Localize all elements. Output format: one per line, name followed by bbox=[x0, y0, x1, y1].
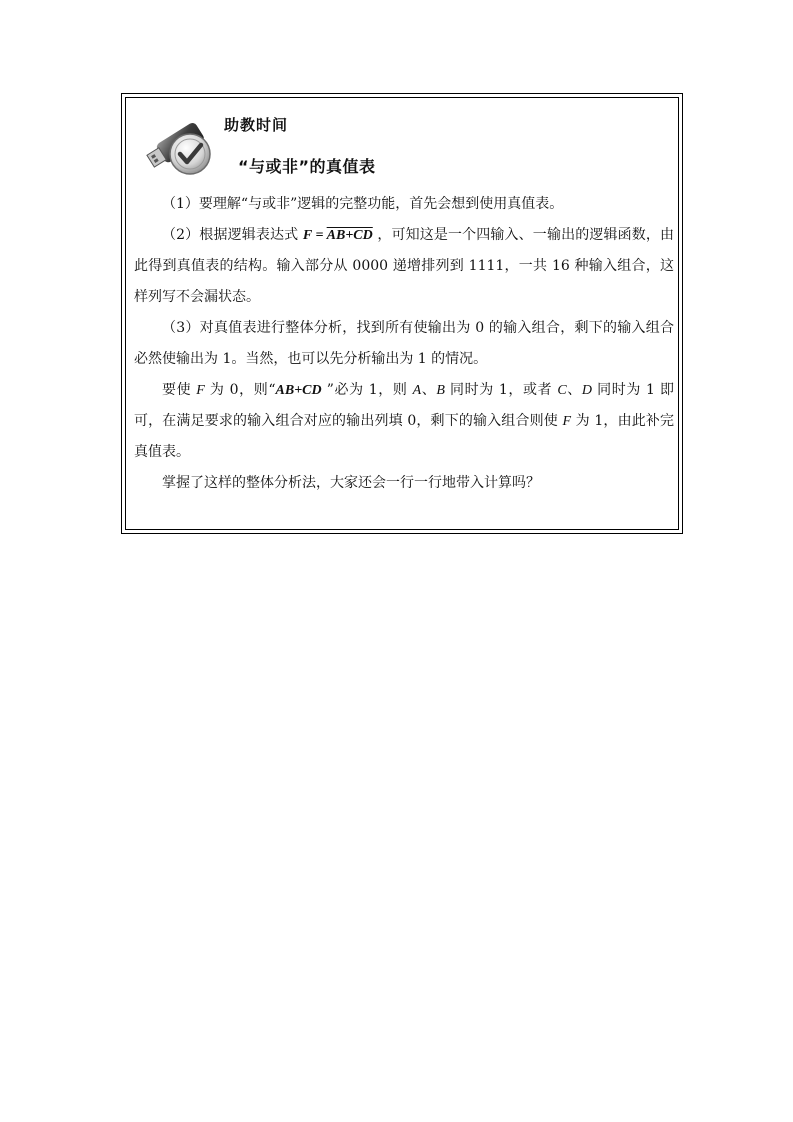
p4-text: ”必为 1，则 bbox=[321, 382, 413, 398]
formula-equals: = bbox=[311, 228, 327, 243]
var-b: B bbox=[436, 383, 445, 398]
logic-expression bbox=[303, 228, 373, 243]
paragraph-4 bbox=[134, 375, 674, 468]
p4-text: 为 0，则“ bbox=[204, 382, 276, 398]
var-f: F bbox=[196, 383, 205, 398]
paragraph-5: 掌握了这样的整体分析法，大家还会一行一行地带入计算吗？ bbox=[162, 475, 540, 491]
p4-text: 、 bbox=[566, 382, 582, 398]
p4-text: 要使 bbox=[162, 382, 197, 398]
formula-lhs: F bbox=[302, 228, 312, 243]
p4-text: 同时为 1，或者 bbox=[444, 382, 558, 398]
expression-ab-cd: AB+CD bbox=[275, 383, 322, 398]
paragraph-3: （3）对真值表进行整体分析，找到所有使输出为 0 的输入组合，剩下的输入组合必然使输出为 1。当然，也可以先分析输出为 1 的情况。 bbox=[134, 320, 674, 367]
paragraph-2-rest: ，可知这是一个四输入、一输出的逻辑函数，由此得到真值表的结构。输入部分从 0000 递增排列到 1111，一共 16 种输入组合，这样列写不会漏状态。 bbox=[134, 227, 675, 305]
paragraph-2 bbox=[134, 220, 674, 313]
var-d: D bbox=[581, 383, 593, 398]
inner-frame bbox=[125, 97, 679, 530]
page-title: “与或非”的真值表 bbox=[238, 157, 376, 176]
var-f: F bbox=[562, 414, 572, 429]
formula-rhs-overlined: AB+CD bbox=[326, 228, 373, 243]
body-text bbox=[134, 189, 674, 499]
p4-text: 、 bbox=[421, 382, 437, 398]
p4-text: 为 1，由此补完真值表。 bbox=[134, 413, 675, 460]
section-heading: 助教时间 bbox=[224, 116, 289, 134]
p4-text: 同时为 1 即可，在满足要求的输入组合对应的输出列填 0，剩下的输入组合则使 bbox=[134, 382, 674, 429]
usb-checkmark-icon bbox=[140, 108, 220, 178]
paragraph-1: （1）要理解“与或非”逻辑的完整功能，首先会想到使用真值表。 bbox=[162, 196, 564, 212]
teaching-assistant-box bbox=[121, 93, 683, 534]
paragraph-2-lead: （2）根据逻辑表达式 bbox=[162, 227, 303, 243]
var-c: C bbox=[557, 383, 567, 398]
var-a: A bbox=[412, 383, 422, 398]
